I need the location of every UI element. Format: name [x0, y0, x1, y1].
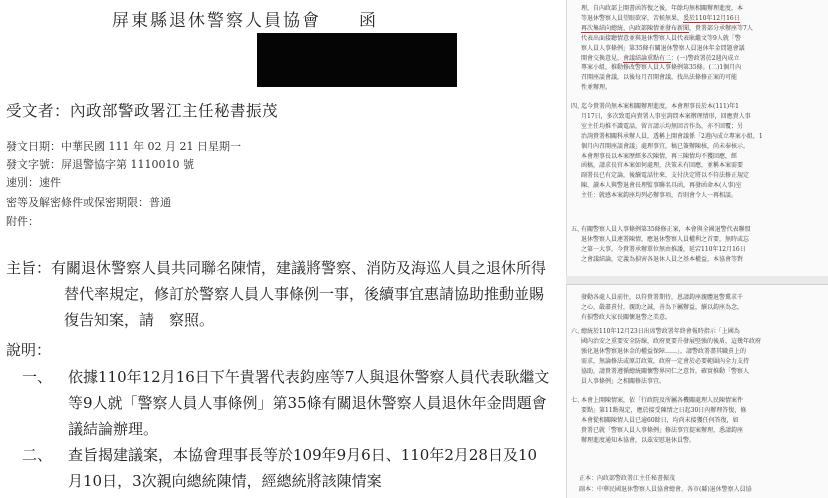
- copy-recipients: 副本：中華民國退休警察人員協會總會、各市(縣)退休警察人員協: [579, 486, 752, 493]
- continuation-page-bottom: [566, 284, 828, 498]
- highlighted-text: 會議結論重點有二: [623, 54, 672, 62]
- letter-title: 屏東縣退休警察人員協會 函: [112, 11, 378, 31]
- redaction-block: [257, 33, 457, 87]
- side-paragraph: [571, 102, 821, 201]
- page-gap: [566, 276, 828, 284]
- side-paragraph: [581, 293, 821, 323]
- side-text: ，貴署部分承辦座等7人 代表出面接聽情意並與退休警察人員代表耿繼文等9人就「警 察人員人事條例」第35條有關退休警察人員退休年金問題會議 開會交換意見，: [581, 24, 753, 62]
- continuation-page-top: [566, 0, 828, 277]
- attachments: 附件：: [6, 215, 39, 228]
- side-text: ：(一)警政署於2週內成立 專案小組，推動修改警察人員人事條例第35條。(二)1個月內 召開座談會議，以後每月召開會議，找出法條修正案的可能 性並辦理。: [581, 54, 742, 92]
- side-text: 發動各處人員前往，以符貴署期待，恩請鈞座親體退警冀求千 之心，嚴肅責付，親助之誠，善為下屬辦益，續以鈞座為念， 有損警政大家長關懷退警之美意。: [581, 294, 744, 321]
- side-mark: 六、: [571, 328, 584, 335]
- side-mark: 五、: [571, 226, 584, 233]
- side-text: 總統於110年12月23日出席警政署年終會報時指示「上國為 國內治安之重要安全防線，政府更要升發展堅強的後盾，這幾年政府 強化退休警察退休金的權益保障……」，請警政署盡其職責上的 需求，無論修法或原訂政策，政府一定會於必要範圍內全力支持 協助，請貴署遵循總統關懷警界同仁之意旨，確實推動「警察人 員人事條例」之相關修法事宜。: [581, 328, 762, 385]
- subject-text: 主旨：有關退休警察人員共同聯名陳情，建議將警察、消防及海巡人員之退休所得替代率規定，修訂於警察人員人事條例一事，後續事宜惠請協助推動並賜復告知案，請 察照。: [6, 259, 547, 329]
- explanation-label: 說明：: [6, 341, 52, 359]
- item-text: 依據110年12月16日下午貴署代表鈞座等7人與退休警察人員代表耿繼文等9人就「警察人員人事條例」第35條有關退休警察人員退休年金問題會議結論辦理。: [68, 368, 550, 438]
- side-paragraph: [571, 327, 821, 386]
- subject-paragraph: [6, 255, 551, 333]
- classification: 密等及解密條件或保密期限：普通: [6, 196, 171, 209]
- urgency: 速別：速件: [6, 176, 61, 189]
- item-number: 一、: [22, 368, 53, 386]
- recipient-line: 受文者：內政部警政署江主任秘書振茂: [6, 102, 279, 120]
- side-paragraph: [571, 396, 821, 446]
- side-text: 有關警察人員人事條例第35條修正案，本會與全國退警代表聯盟 退休警察人員連署陳情，應退休警察人員權利之首要，無時或忘 之第一大事，今貴署承辦單位無由推諉，延宕110年12月16日 之會議結論，定義為損害各退休人員之基本權益，本協會等對: [581, 226, 751, 263]
- side-text: 迄今貴署尚無本案相關辦理進度，本會理事長於本(111)年1 月17日，多次致電向貴署人事室詢問本案辦理情形，回應貴人事 室主任均推不識電話，留言請示均無回音作為，亦不回覆；另 治詢貴署相關科承辦人員，透稱上開會議係「2週內成立專案小組，1 個月內召開座談會議」處理事宜，稿已簽辦陳核，尚未奉核示。 本會理事長以本案歷經多次陳情，再三陳情均不獲回應，經 函稿，請求長官本案如何處理，決策未有回應，並稱本案需要 副署長已有定論，後續電話往來，支付決定將以不符法修正規定 陳，讀本人與警退會長理監事聯名具函，再發函命本(人事)室 主任：就感本案鈞座均列必辦事項，否則會令人一再相談。: [581, 103, 763, 200]
- explanation-item: [22, 364, 552, 442]
- original-recipient: 正本：內政部警政署江主任秘書振茂: [579, 475, 676, 482]
- issue-date: 發文日期：中華民國 111 年 02 月 21 日星期一: [6, 140, 241, 153]
- document-number: 發文字號：屏退警協字第 1110010 號: [6, 158, 194, 171]
- side-text: 本會上開陳情案，依「行政院及所屬各機關處理人民陳情案件 要點」第11點規定，應於接受陳情之日起30日內辦理答復，條 本會從相關陳情人員已逾60餘日，均尚未接獲任何答復，如 貴署已就「警察人員人事條例」修法事宜提案辦理，悉請鈞座 辦理進度通知本協會，以茲安慰退休員警。: [581, 397, 747, 444]
- side-mark: 七、: [571, 397, 584, 404]
- item-text: 查旨揭建議案，本協會理事長等於109年9月6日、110年2月28日及10月10日，3次親向總統陳情，經總統將該陳情案: [68, 446, 538, 490]
- side-paragraph: [571, 225, 821, 265]
- item-number: 二、: [22, 446, 53, 464]
- side-mark: 四、: [571, 103, 584, 110]
- explanation-item: [22, 442, 552, 494]
- side-text: 理，自內政部上開書函答復之後，年餘均無相關辦理進度，本 等退休警察人員望眼欲穿，苦候無果，: [581, 5, 744, 22]
- side-paragraph: [581, 4, 821, 93]
- highlighted-text: 爰於110年12月16日 再次集結向總統、內政部陳情並發布新聞: [581, 14, 740, 32]
